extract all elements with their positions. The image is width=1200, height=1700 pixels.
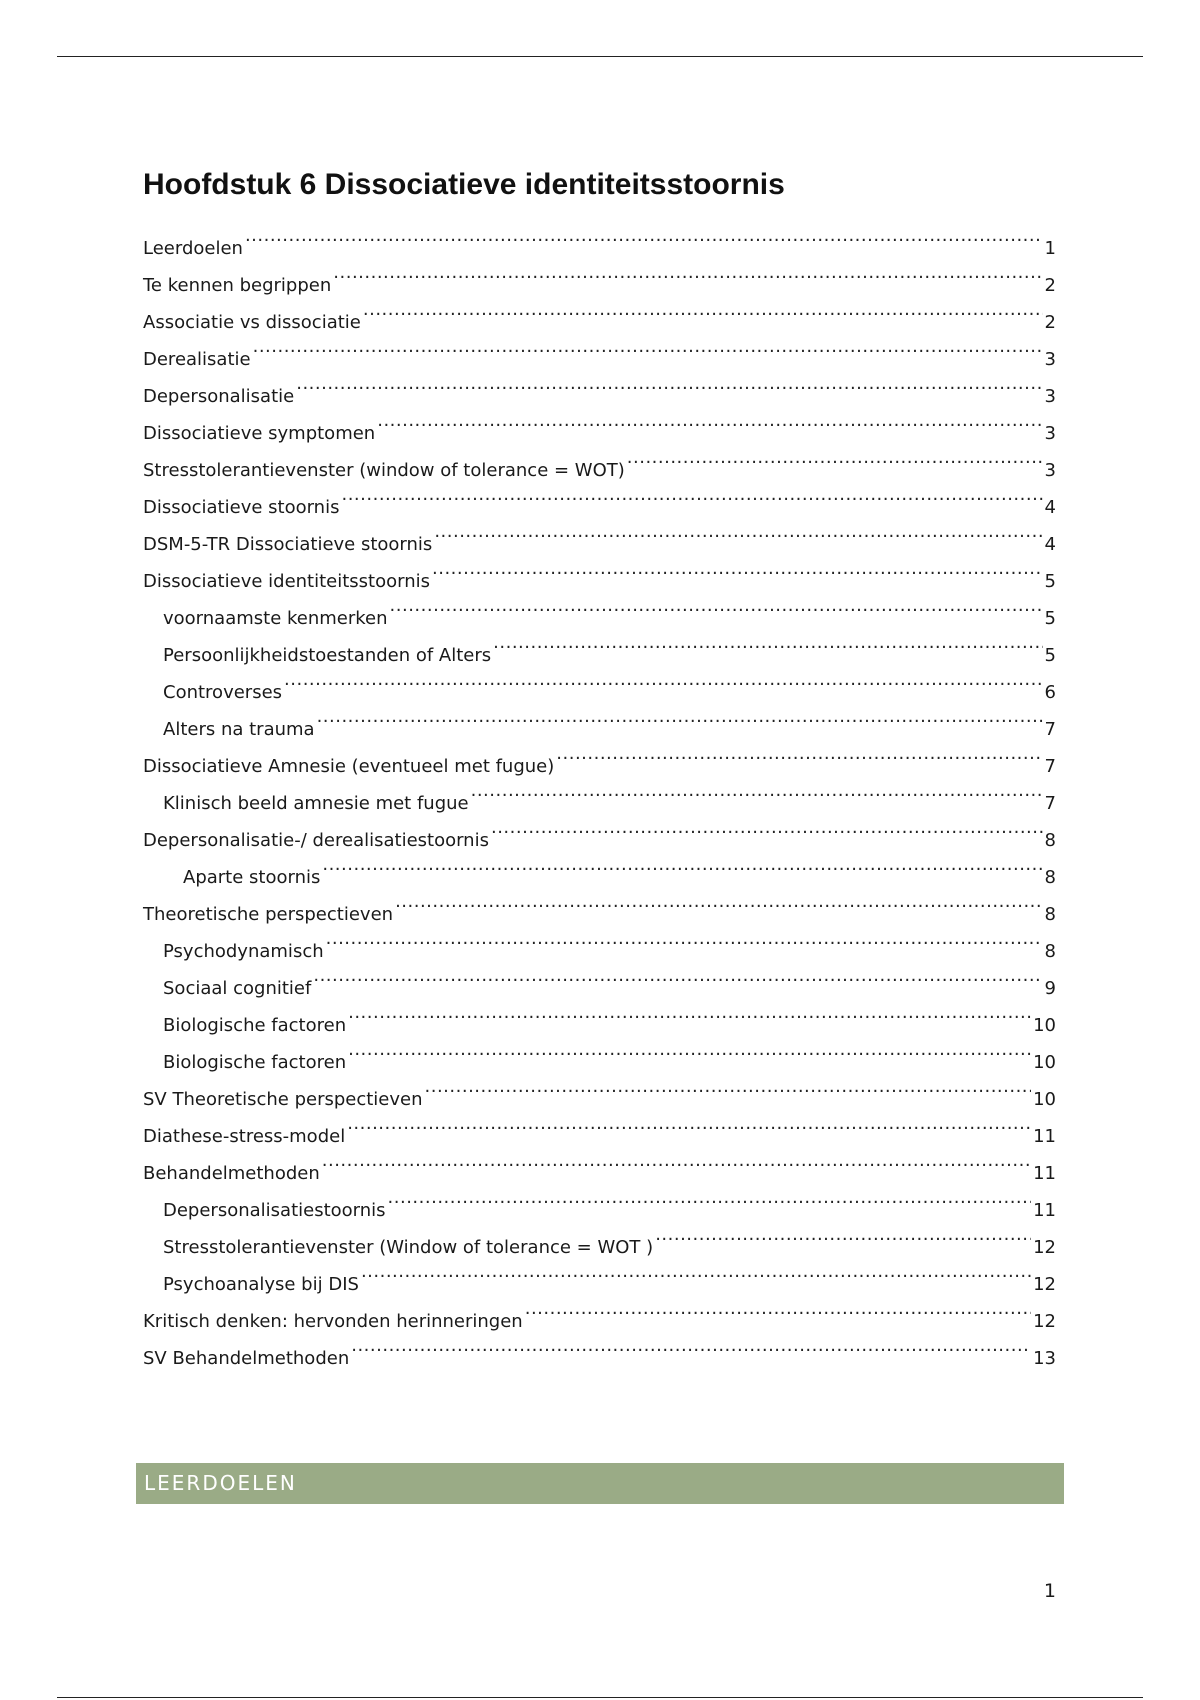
toc-dot-leader: [388, 1179, 1032, 1216]
toc-entry-label: Te kennen begrippen: [143, 275, 332, 296]
toc-entry-label: Biologische factoren: [163, 1052, 347, 1073]
toc-entry-label: voornaamste kenmerken: [163, 608, 388, 629]
toc-entry-label: Klinisch beeld amnesie met fugue: [163, 793, 469, 814]
toc-entry-page: 10: [1033, 1052, 1056, 1073]
toc-entry[interactable]: [143, 217, 1056, 259]
toc-entry-label: Dissociatieve Amnesie (eventueel met fugue): [143, 756, 555, 777]
toc-entry-page: 7: [1044, 793, 1056, 814]
toc-dot-leader: [432, 550, 1043, 587]
toc-entry-label: SV Behandelmethoden: [143, 1348, 350, 1369]
toc-entry-label: Dissociatieve stoornis: [143, 497, 340, 518]
toc-entry-page: 8: [1044, 941, 1056, 962]
toc-entry-page: 3: [1044, 423, 1056, 444]
toc-dot-leader: [493, 624, 1042, 661]
toc-dot-leader: [655, 1216, 1031, 1253]
toc-entry-label: Behandelmethoden: [143, 1163, 320, 1184]
toc-entry-page: 6: [1044, 682, 1056, 703]
toc-entry-label: Biologische factoren: [163, 1015, 347, 1036]
page-number: 1: [1043, 1580, 1056, 1602]
toc-dot-leader: [245, 217, 1043, 254]
toc-entry-label: Stresstolerantievenster (Window of tolerance = WOT ): [163, 1237, 654, 1258]
toc-entry-label: Dissociatieve symptomen: [143, 423, 376, 444]
toc-dot-leader: [348, 994, 1031, 1031]
toc-entry-label: Stresstolerantievenster (window of tolerance = WOT): [143, 460, 625, 481]
toc-dot-leader: [326, 920, 1043, 957]
toc-entry-page: 2: [1044, 275, 1056, 296]
toc-entry-label: Sociaal cognitief: [163, 978, 312, 999]
toc-entry-label: Dissociatieve identiteitsstoornis: [143, 571, 431, 592]
toc-entry[interactable]: [143, 328, 1056, 370]
toc-entry-label: Diathese-stress-model: [143, 1126, 346, 1147]
toc-entry-page: 2: [1044, 312, 1056, 333]
toc-entry-label: Associatie vs dissociatie: [143, 312, 361, 333]
document-title: Hoofdstuk 6 Dissociatieve identiteitsstoornis: [143, 168, 785, 201]
toc-dot-leader: [351, 1327, 1031, 1364]
toc-dot-leader: [491, 809, 1043, 846]
toc-dot-leader: [556, 735, 1042, 772]
toc-entry-label: Alters na trauma: [163, 719, 315, 740]
toc-dot-leader: [434, 513, 1042, 550]
toc-entry-label: SV Theoretische perspectieven: [143, 1089, 423, 1110]
toc-entry-page: 13: [1033, 1348, 1056, 1369]
toc-entry-page: 12: [1033, 1274, 1056, 1295]
header-rule: [57, 56, 1143, 57]
toc-dot-leader: [317, 698, 1043, 735]
toc-dot-leader: [348, 1031, 1031, 1068]
toc-entry-page: 5: [1044, 645, 1056, 666]
toc-entry-label: Depersonalisatie: [143, 386, 295, 407]
toc-entry-page: 8: [1044, 867, 1056, 888]
toc-entry-label: Psychoanalyse bij DIS: [163, 1274, 359, 1295]
toc-entry-page: 3: [1044, 386, 1056, 407]
toc-entry[interactable]: [143, 254, 1056, 296]
toc-entry-label: Depersonalisatiestoornis: [163, 1200, 386, 1221]
toc-dot-leader: [627, 439, 1043, 476]
toc-dot-leader: [333, 254, 1042, 291]
toc-entry-label: Theoretische perspectieven: [143, 904, 394, 925]
toc-entry-page: 3: [1044, 349, 1056, 370]
toc-entry-page: 4: [1044, 534, 1056, 555]
toc-entry-label: Kritisch denken: hervonden herinneringen: [143, 1311, 523, 1332]
toc-dot-leader: [253, 328, 1043, 365]
toc-entry-label: Derealisatie: [143, 349, 251, 370]
page-content: [143, 165, 1056, 1369]
toc-entry-page: 9: [1044, 978, 1056, 999]
toc-dot-leader: [296, 365, 1042, 402]
toc-entry-page: 4: [1044, 497, 1056, 518]
toc-dot-leader: [471, 772, 1043, 809]
toc-dot-leader: [390, 587, 1043, 624]
toc-entry-page: 12: [1033, 1311, 1056, 1332]
toc-entry-page: 10: [1033, 1089, 1056, 1110]
toc-entry-page: 8: [1044, 904, 1056, 925]
toc-entry-page: 5: [1044, 571, 1056, 592]
toc-entry-label: Depersonalisatie-/ derealisatiestoornis: [143, 830, 489, 851]
toc-dot-leader: [347, 1105, 1031, 1142]
toc-entry-page: 7: [1044, 756, 1056, 777]
toc-entry-page: 11: [1033, 1200, 1056, 1221]
section-heading-bar: [136, 1463, 1064, 1504]
toc-entry-label: Leerdoelen: [143, 238, 243, 259]
table-of-contents: [143, 217, 1056, 1369]
toc-entry-label: Controverses: [163, 682, 283, 703]
toc-entry-page: 1: [1044, 238, 1056, 259]
toc-dot-leader: [363, 291, 1043, 328]
toc-dot-leader: [361, 1253, 1031, 1290]
toc-entry-label: Persoonlijkheidstoestanden of Alters: [163, 645, 492, 666]
footer-rule: [57, 1697, 1143, 1698]
toc-dot-leader: [395, 883, 1042, 920]
toc-entry-page: 7: [1044, 719, 1056, 740]
toc-entry-page: 8: [1044, 830, 1056, 851]
toc-dot-leader: [425, 1068, 1032, 1105]
toc-dot-leader: [377, 402, 1042, 439]
toc-entry-label: DSM-5-TR Dissociatieve stoornis: [143, 534, 433, 555]
toc-entry-page: 10: [1033, 1015, 1056, 1036]
toc-dot-leader: [313, 957, 1042, 994]
toc-entry[interactable]: [143, 365, 1056, 407]
toc-entry-page: 11: [1033, 1126, 1056, 1147]
section-heading: LEERDOELEN: [144, 1471, 297, 1495]
toc-dot-leader: [525, 1290, 1031, 1327]
toc-entry-page: 5: [1044, 608, 1056, 629]
toc-entry-page: 12: [1033, 1237, 1056, 1258]
toc-dot-leader: [284, 661, 1043, 698]
toc-dot-leader: [322, 846, 1042, 883]
toc-entry-label: Psychodynamisch: [163, 941, 324, 962]
toc-dot-leader: [322, 1142, 1031, 1179]
toc-entry-label: Aparte stoornis: [183, 867, 321, 888]
toc-entry-page: 11: [1033, 1163, 1056, 1184]
toc-dot-leader: [341, 476, 1042, 513]
toc-entry-page: 3: [1044, 460, 1056, 481]
